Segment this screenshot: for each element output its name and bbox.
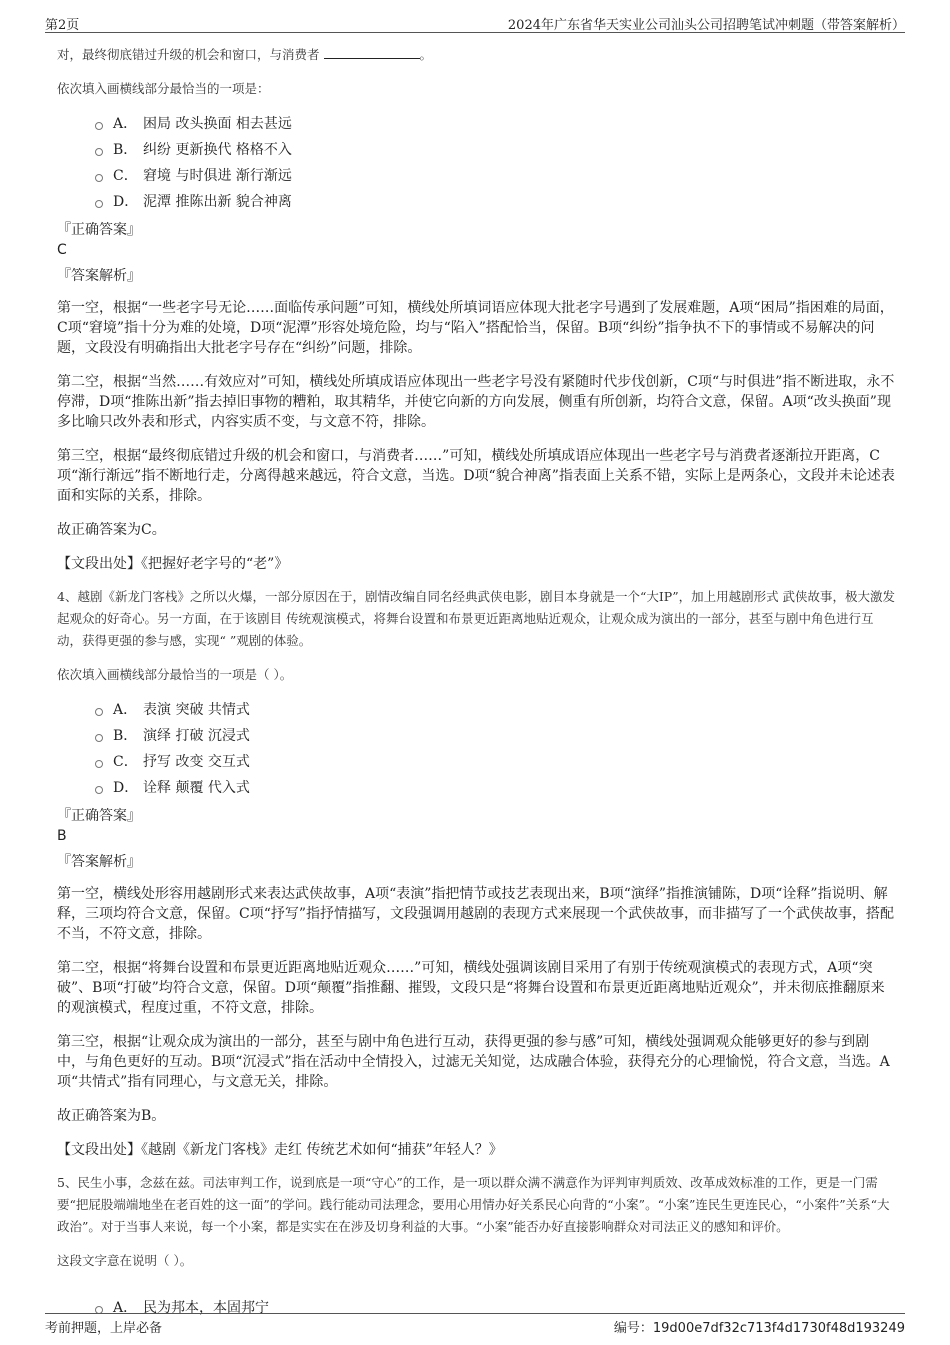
radio-icon[interactable]: [95, 786, 103, 794]
radio-icon[interactable]: [95, 174, 103, 182]
source-citation: 【文段出处】《把握好老字号的“老”》: [57, 556, 289, 572]
option-a[interactable]: A． 民为邦本，本固邦宁: [95, 1294, 897, 1320]
answer-value: B: [57, 828, 67, 844]
analysis-paragraph: 第二空，根据“将舞台设置和布景更近距离地贴近观众……”可知，横线处强调该剧目采用了有别于传统观演模式的表现方式，A项“突破”、B项“打破”均符合文意，保留。D项“颠覆”指推翻、摧毁，文段只是“将舞台设置和布景更近距离地贴近观众”，并未彻底推翻原来的观演模式，程度过重，不符文意，排除。: [57, 960, 885, 1016]
answer-value: C: [57, 242, 67, 258]
radio-icon[interactable]: [95, 200, 103, 208]
option-a[interactable]: A． 困局 改头换面 相去甚远: [95, 110, 897, 136]
option-b[interactable]: B． 纠纷 更新换代 格格不入: [95, 136, 897, 162]
fill-blank: [324, 46, 420, 59]
page-footer: [45, 1313, 905, 1334]
radio-icon[interactable]: [95, 148, 103, 156]
q5-instruction: 这段文字意在说明（ ）。: [57, 1253, 193, 1268]
radio-icon[interactable]: [95, 122, 103, 130]
option-a[interactable]: A． 表演 突破 共情式: [95, 696, 897, 722]
analysis-paragraph: 第二空，根据“当然……有效应对”可知，横线处所填成语应体现出一些老字号没有紧随时代步伐创新，C项“与时俱进”指不断进取，永不停滞，D项“推陈出新”指去掉旧事物的糟粕，取其精华，并使它向新的方向发展，侧重有所创新，均符合文意，保留。A项“改头换面”现多比喻只改外表和形式，内容实质不变，与文意不符，排除。: [57, 374, 895, 430]
option-d[interactable]: D． 诠释 颠覆 代入式: [95, 774, 897, 800]
option-c[interactable]: C． 窘境 与时俱进 渐行渐远: [95, 162, 897, 188]
q4-instruction: 依次填入画横线部分最恰当的一项是（ ）。: [57, 667, 293, 682]
answer-label: 『正确答案』: [57, 222, 141, 238]
analysis-paragraph: 第三空，根据“最终彻底错过升级的机会和窗口，与消费者……”可知，横线处所填成语应体现出一些老字号与消费者逐渐拉开距离，C项“渐行渐远”指不断地行走，分离得越来越远，符合文意，当选。D项“貌合神离”指表面上关系不错，实际上是两条心，文段并未论述表面和实际的关系，排除。: [57, 448, 895, 504]
q4-options: [95, 696, 897, 800]
analysis-conclusion: 故正确答案为C。: [57, 522, 166, 538]
q4-stem: 4、越剧《新龙门客栈》之所以火爆，一部分原因在于，剧情改编自同名经典武侠电影，剧目本身就是一个“大IP”，加上用越剧形式 武侠故事，极大激发起观众的好奇心。另一方面，在于该剧目 传统观演模式，将舞台设置和布景更近距离地贴近观众，让观众成为演出的一部分，甚至与剧中角色进行互动，获得更强的参与感，实现“ ”观剧的体验。: [57, 589, 896, 648]
page-number: 第2页: [45, 18, 80, 33]
radio-icon[interactable]: [95, 734, 103, 742]
analysis-conclusion: 故正确答案为B。: [57, 1108, 166, 1124]
q3-instruction: 依次填入画横线部分最恰当的一项是：: [57, 81, 270, 96]
page-header: [45, 10, 905, 33]
q5-stem: 5、民生小事，念兹在兹。司法审判工作，说到底是一项“守心”的工作，是一项以群众满不满意作为评判审判质效、改革成效标准的工作，更是一门需要“把屁股端端地坐在老百姓的这一面”的学问。践行能动司法理念，要用心用情办好关系民心向背的“小案”。“小案”连民生更连民心，“小案件”关系“大政治”。对于当事人来说，每一个小案，都是实实在在涉及切身利益的大事。“小案”能否办好直接影响群众对司法正义的感知和评价。: [57, 1175, 890, 1234]
source-citation: 【文段出处】《越剧《新龙门客栈》走红 传统艺术如何“捕获”年轻人？》: [57, 1142, 503, 1158]
analysis-paragraph: 第一空，横线处形容用越剧形式来表达武侠故事，A项“表演”指把情节或技艺表现出来，B项“演绎”指推演铺陈，D项“诠释”指说明、解释，三项均符合文意，保留。C项“抒写”指抒情描写，文段强调用越剧的表现方式来展现一个武侠故事，而非描写了一个武侠故事，搭配不当，不符文意，排除。: [57, 886, 895, 942]
document-code: 编号：19d00e7df32c713f4d1730f48d193249: [613, 1321, 905, 1336]
answer-label: 『正确答案』: [57, 808, 141, 824]
analysis-label: 『答案解析』: [57, 854, 141, 870]
analysis-label: 『答案解析』: [57, 268, 141, 284]
document-title: 2024年广东省华天实业公司汕头公司招聘笔试冲刺题（带答案解析）: [507, 18, 905, 33]
option-d[interactable]: D． 泥潭 推陈出新 貌合神离: [95, 188, 897, 214]
analysis-paragraph: 第三空，根据“让观众成为演出的一部分，甚至与剧中角色进行互动，获得更强的参与感”可知，横线处强调观众能够更好的参与到剧中，与角色更好的互动。B项“沉浸式”指在活动中全情投入，过滤无关知觉，达成融合体验，获得充分的心理愉悦，符合文意，当选。A项“共情式”指有同理心，与文意无关，排除。: [57, 1034, 890, 1090]
q3-options: [95, 110, 897, 214]
footer-slogan: 考前押题，上岸必备: [45, 1321, 163, 1336]
q3-stem-tail: 对，最终彻底错过升级的机会和窗口，与消费者 。: [57, 47, 433, 62]
radio-icon[interactable]: [95, 708, 103, 716]
analysis-paragraph: 第一空，根据“一些老字号无论……面临传承问题”可知，横线处所填词语应体现大批老字号遇到了发展难题，A项“困局”指困难的局面，C项“窘境”指十分为难的处境，D项“泥潭”形容处境危险，均与“陷入”搭配恰当，保留。B项“纠纷”指争执不下的事情或不易解决的问题，文段没有明确指出大批老字号存在“纠纷”问题，排除。: [57, 300, 894, 356]
option-c[interactable]: C． 抒写 改变 交互式: [95, 748, 897, 774]
radio-icon[interactable]: [95, 760, 103, 768]
option-b[interactable]: B． 演绎 打破 沉浸式: [95, 722, 897, 748]
document-body: [57, 44, 897, 1320]
